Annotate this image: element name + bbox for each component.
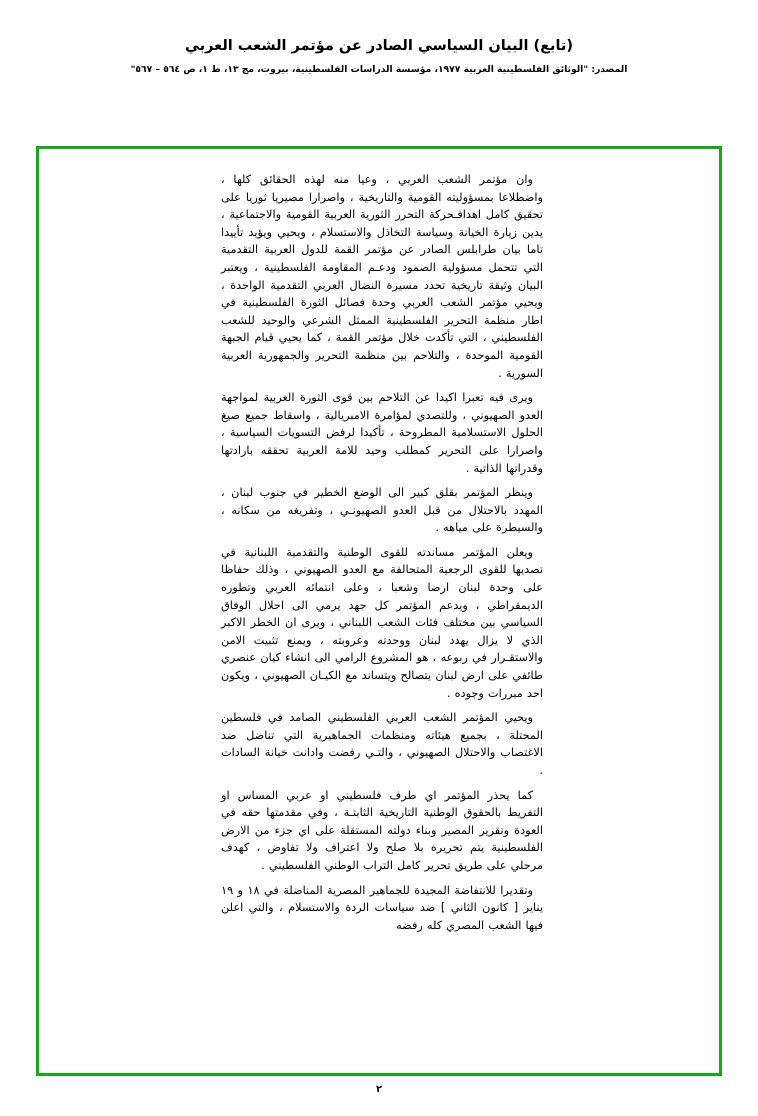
paragraph: وان مؤتمر الشعب العربي ، وعيا منه لهذه الحقائق كلها ، واضطلاعا بمسؤوليته القومية والتاريخية ، واصرارا مصيريا ثوريا على تحقيق كامل اهدافـحركة التحرر الثورية العربية القومية والاجتماعية ، يدين زيارة الخيانة وسياسة التخاذل والاستسلام ، ويحيي ويؤيد تأييدا تاما بيان طرابلس الصادر عن مؤتمر القمة للدول العربية التقدمية التي تتحمل مسؤولية الصمود ودعـم المقاومة الفلسطينية ، ويعتبر البيان وثيقة تاريخية تحدد مسيرة النضال العربي التقدمية الواحدة ، ويحيي مؤتمر الشعب العربي وحدة فصائل الثورة الفلسطينية في اطار منظمة التحرير الفلسطينية الممثل الشرعي والوحيد للشعب الفلسطيني ، التي تأكدت خلال مؤتمر القمة ، كما يحيي قيام الجبهة القومية الموحدة ، والتلاحم بين منظمة التحرير والجمهورية العربية السورية . (221, 173, 543, 380)
paragraph: ويرى فيه تعبرا اكيدا عن التلاحم بين قوى الثورة العربية لمواجهة العدو الصهيوني ، وللتصدي لمؤامرة الامبريالية ، واسقاط جميع صيغ الحلول الاستسلامية المطروحة ، تأكيدا لرفض التسويات السياسية ، واصرارا على التحرير كمطلب وحيد للامة العربية تحققه بارادتها وقدراتها الذاتية . (221, 391, 543, 475)
paragraph: كما يحذر المؤتمر اي طرف فلسطيني او عربي المساس او التفريط بالحقوق الوطنية التاريخية الثابتـة ، وفي مقدمتها حقه في العودة وتقرير المصير وبناء دولته المستقلة على اي جزء من الارض الفلسطينية يتم تحريره بلا صلح ولا اعتراف ولا تفاوض ، كهدف مرحلي على طريق تحرير كامل التراب الوطني الفلسطيني . (221, 788, 543, 872)
document-page (0, 38, 758, 1116)
paragraph: ويعلن المؤتمر مساندته للقوى الوطنية والتقدمية اللبنانية في تصديها للقوى الرجعية المتحالفة مع العدو الصهيوني ، وذلك حفاظا على وحدة لبنان ارضا وشعبا ، وعلى انتمائه العربي وتطوره الديمقراطي ، ويدعم المؤتمر كل جهد يرمي الى احلال الوفاق السياسي بين مختلف فئات الشعب اللبناني ، ويرى ان الخطر الاكبر الذي لا يزال يهدد لبنان ووحدته وعروبته ، ويمنع تثبيت الامن والاستقـرار في ربوعه ، هو المشروع الرامي الى انشاء كيان عنصري طائفي على ارض لبنان يتصالح ويتساند مع الكيـان الصهيوني ، ويكون احد مبررات وجوده . (221, 545, 543, 700)
paragraph: ويحيي المؤتمر الشعب العربي الفلسطيني الصامد في فلسطين المحتلة ، بجميع هيئاته ومنظمات الجماهيرية التي تناضل ضد الاغتصاب والاحتلال الصهيوني ، والتـي رفضت وادانت خيانة السادات . (221, 711, 543, 777)
page-number: ٢ (375, 1084, 383, 1095)
content-frame (36, 146, 722, 1076)
paragraph: وينظر المؤتمر بقلق كبير الى الوضع الخطير في جنوب لبنان ، المهدد بالاحتلال من قبل العدو الصهيونـي ، وتفريغه من سكانه ، والسيطرة على مياهه . (221, 486, 543, 535)
source-citation: المصدر: "الوثائق الفلسطينية العربية ١٩٧٧، مؤسسة الدراسات الفلسطينية، بيروت، مج ١٣، ط ١، ص ٥٦٤ – ٥٦٧" (130, 64, 628, 75)
body-text (221, 171, 543, 941)
paragraph: وتقديرا للانتفاضة المجيدة للجماهير المصرية المناضلة في ١٨ و ١٩ يناير [ كانون الثاني ] ضد سياسات الردة والاستسلام ، والتي اعلن فيها الشعب المصري كله رفضه (221, 883, 543, 932)
page-title: (تابع) البيان السياسي الصادر عن مؤتمر الشعب العربي (185, 38, 573, 54)
